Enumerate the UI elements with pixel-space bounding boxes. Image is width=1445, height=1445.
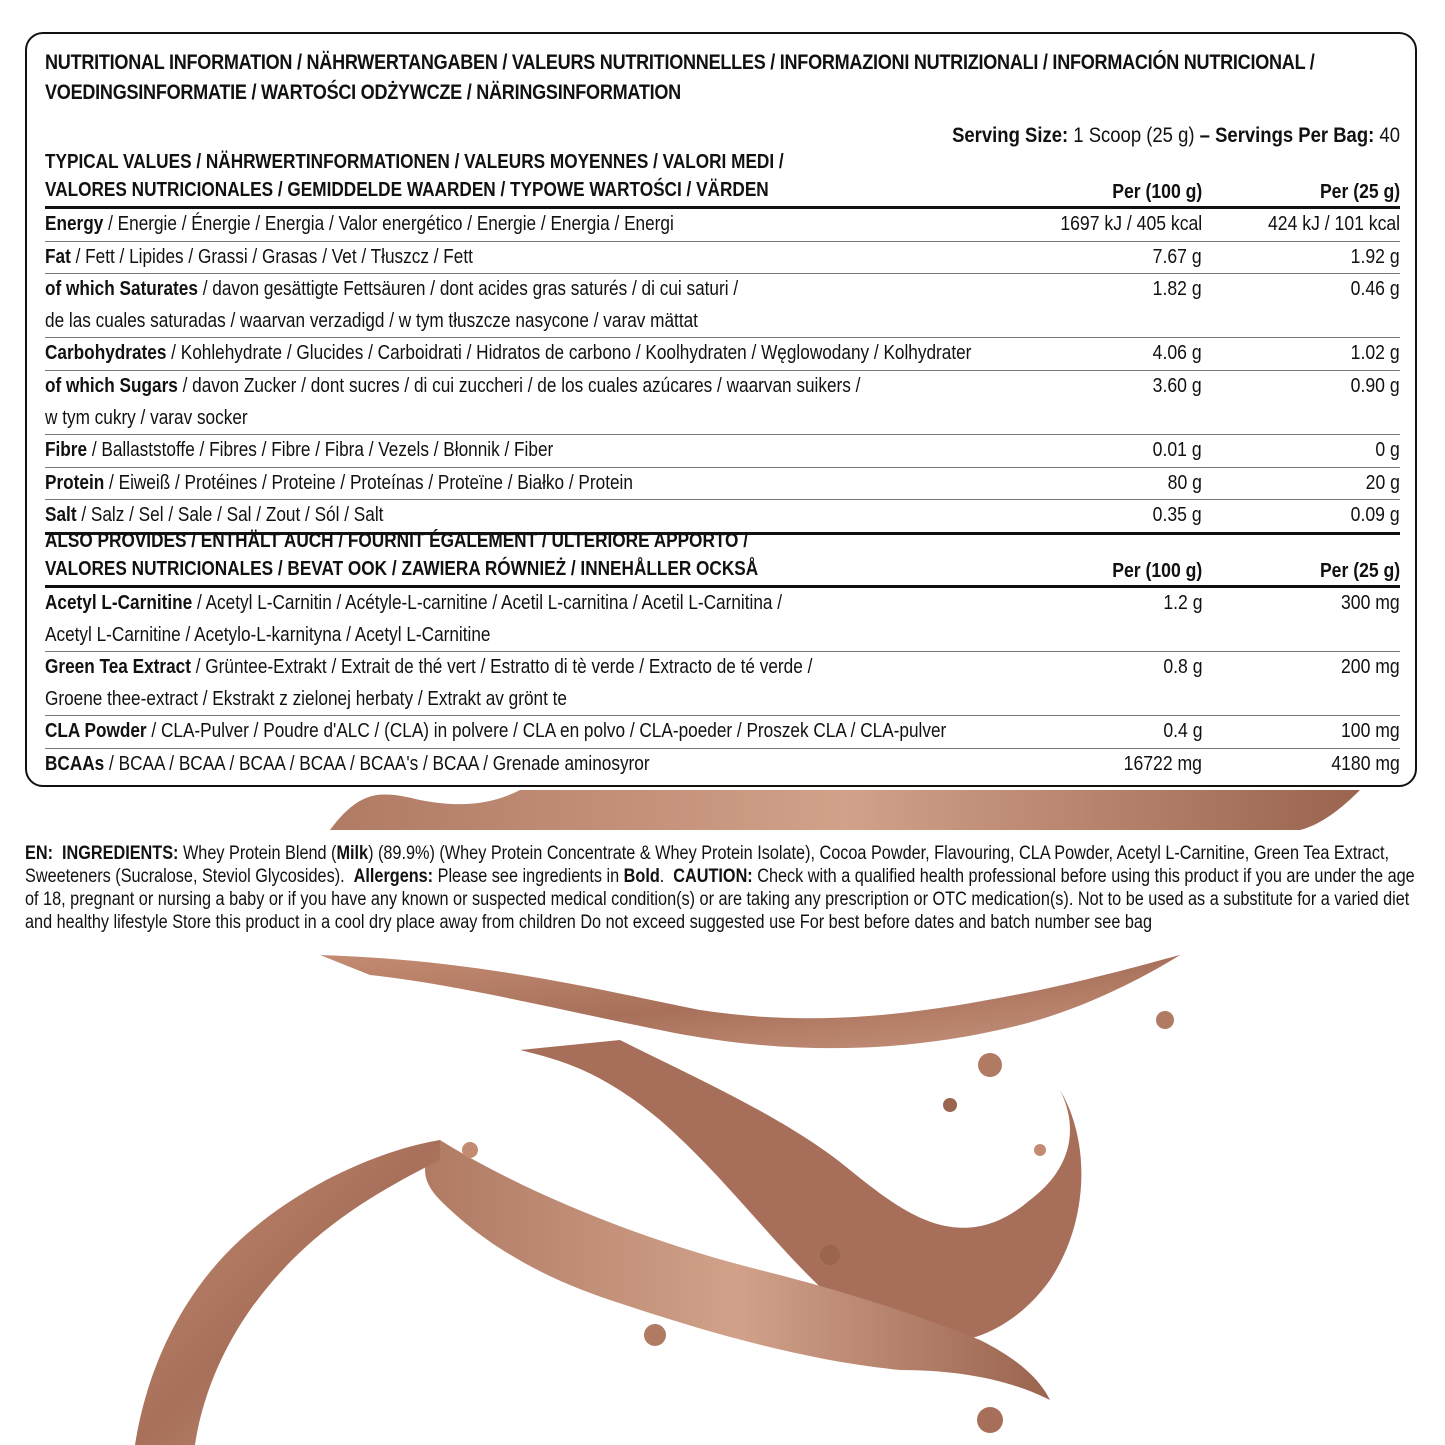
nutrient-translations: / Kohlehydrate / Glucides / Carboidrati / Hidratos de carbono / Koolhydraten / Węglowodany / Kolhydrater xyxy=(166,342,972,365)
nutrition-title: NUTRITIONAL INFORMATION / NÄHRWERTANGABEN / VALEURS NUTRITIONNELLES / INFORMAZIONI NUTRIZIONALI / INFORMACIÓN NUTRICIONAL / VOEDINGSINFORMATIE / WARTOŚCI ODŻYWCZE / NÄRINGSINFORMATION xyxy=(45,51,1315,104)
typical-values-table xyxy=(45,206,1400,535)
table-row xyxy=(45,435,1400,468)
value-per-100g: 0.4 g xyxy=(1162,720,1202,743)
also-provides-heading xyxy=(45,527,905,583)
nutrient-name: Acetyl L-Carnitine xyxy=(45,592,193,614)
table-row xyxy=(45,209,1400,242)
typical-heading-line-1: TYPICAL VALUES / NÄHRWERTINFORMATIONEN / VALEURS MOYENNES / VALORI MEDI / xyxy=(45,151,784,173)
value-per-25g: 300 mg xyxy=(1341,592,1400,614)
also-provides-header xyxy=(45,527,1400,585)
value-per-100g: 80 g xyxy=(1167,471,1202,494)
value-per-25g: 0.09 g xyxy=(1351,504,1400,527)
allergens-period: . xyxy=(659,866,665,887)
nutrient-translations: / CLA-Pulver / Poudre d'ALC / (CLA) in polvere / CLA en polvo / CLA-poeder / Proszek CLA / CLA-pulver xyxy=(146,720,947,743)
serving-size-label: Serving Size: xyxy=(952,124,1069,147)
bold-word: Bold xyxy=(623,866,660,887)
table-row xyxy=(45,274,1400,338)
value-per-25g: 4180 mg xyxy=(1331,752,1400,775)
value-per-25g: 100 mg xyxy=(1341,720,1400,743)
nutrient-name: CLA Powder xyxy=(45,720,147,743)
table-row xyxy=(45,749,1400,781)
value-per-100g: 3.60 g xyxy=(1153,374,1202,397)
value-per-25g: 424 kJ / 101 kcal xyxy=(1267,213,1400,235)
value-per-100g: 0.8 g xyxy=(1162,656,1202,679)
value-per-100g: 0.01 g xyxy=(1153,439,1202,462)
nutrient-translations: / davon Zucker / dont sucres / di cui zuccheri / de los cuales azúcares / waarvan suikers / xyxy=(177,374,861,397)
value-per-25g: 0.90 g xyxy=(1351,374,1400,397)
allergens-text: Please see ingredients in xyxy=(433,866,624,887)
col-per-100g: Per (100 g) xyxy=(1112,560,1202,582)
nutrient-name: Fat xyxy=(45,245,71,268)
value-per-25g: 20 g xyxy=(1365,471,1400,494)
typical-heading-line-2: VALORES NUTRICIONALES / GEMIDDELDE WAARDEN / TYPOWE WARTOŚCI / VÄRDEN xyxy=(45,179,769,201)
servings-per-bag-label: Servings Per Bag: xyxy=(1215,124,1375,147)
nutrient-translations: / davon gesättigte Fettsäuren / dont acides gras saturés / di cui saturi / xyxy=(197,278,739,301)
nutrient-name: BCAAs xyxy=(45,752,105,775)
nutrient-translations: / Acetyl L-Carnitin / Acétyle-L-carnitine / Acetil L-carnitina / Acetil L-Carnitina / xyxy=(192,592,783,614)
serving-separator: – xyxy=(1199,124,1210,147)
nutrient-translations-2: Acetyl L-Carnitine / Acetylo-L-karnityna / Acetyl L-Carnitine xyxy=(45,623,491,646)
ingredients-label: INGREDIENTS: xyxy=(62,843,179,864)
table-row xyxy=(45,716,1400,749)
col-per-25g: Per (25 g) xyxy=(1319,181,1400,203)
serving-size-value: 1 Scoop (25 g) xyxy=(1073,124,1195,147)
nutrient-translations-2: de las cuales saturadas / waarvan verzadigd / w tym tłuszcze nasycone / varav mättat xyxy=(45,309,698,332)
value-per-100g: 1697 kJ / 405 kcal xyxy=(1060,213,1202,235)
value-per-100g: 1.2 g xyxy=(1162,592,1202,614)
nutrient-translations: / Fett / Lipides / Grassi / Grasas / Vet / Tłuszcz / Fett xyxy=(70,245,473,268)
value-per-100g: 4.06 g xyxy=(1153,342,1202,365)
nutrient-translations-2: w tym cukry / varav socker xyxy=(45,406,248,429)
nutrition-label xyxy=(25,32,1417,787)
nutrient-translations: / Eiweiß / Protéines / Proteine / Proteínas / Proteïne / Białko / Protein xyxy=(104,471,633,494)
table-row xyxy=(45,652,1400,716)
nutrient-name: Carbohydrates xyxy=(45,342,167,365)
nutrient-translations: / BCAA / BCAA / BCAA / BCAA / BCAA's / BCAA / Grenade aminosyror xyxy=(104,752,650,775)
typical-values-heading xyxy=(45,148,905,204)
also-heading-line-1: ALSO PROVIDES / ENTHÄLT AUCH / FOURNIT ÉGALEMENT / ULTERIORE APPORTO / xyxy=(45,530,748,552)
nutrient-translations: / Energie / Énergie / Energia / Valor energético / Energie / Energia / Energi xyxy=(103,213,674,235)
nutrition-label-content xyxy=(45,48,1400,775)
value-per-100g: 1.82 g xyxy=(1153,278,1202,301)
nutrient-name: Energy xyxy=(45,213,104,235)
nutrient-name: Salt xyxy=(45,504,77,527)
typical-values-header xyxy=(45,148,1400,206)
value-per-100g: 16722 mg xyxy=(1123,752,1202,775)
value-per-100g: 0.35 g xyxy=(1153,504,1202,527)
caution-text: Check with a qualified health professional before using this product if you are under the age of 18, pregnant or nursing a baby or if you have any known or suspected medical condition(s) or are taking any prescription or OTC medication(s). Not to be used as a substitute for a varied diet and healthy lifestyle Store this product in a cool dry place away from children Do not exceed suggested use For best before dates and batch number see bag xyxy=(25,866,1415,933)
nutrient-name: Protein xyxy=(45,471,105,494)
value-per-100g: 7.67 g xyxy=(1153,245,1202,268)
ingredients-text-2: ) (89.9%) (Whey Protein Concentrate & Whey Protein Isolate), Cocoa Powder, Flavouring, CLA Powder, Acetyl L-Carnitine, Green Tea Extract, Sweeteners (Sucralose, Steviol Glycosides). xyxy=(25,843,1389,887)
nutrient-name: of which Sugars xyxy=(45,374,178,397)
allergen-milk: Milk xyxy=(336,843,369,864)
nutrient-translations: / Ballaststoffe / Fibres / Fibre / Fibra / Vezels / Błonnik / Fiber xyxy=(87,439,554,462)
table-row xyxy=(45,242,1400,275)
serving-info xyxy=(952,124,1400,148)
ingredients-text-1: Whey Protein Blend ( xyxy=(178,843,337,864)
allergens-label: Allergens: xyxy=(353,866,434,887)
nutrient-name: Fibre xyxy=(45,439,88,462)
nutrient-translations-2: Groene thee-extract / Ekstrakt z zielonej herbaty / Extrakt av grönt te xyxy=(45,687,567,710)
servings-per-bag-value: 40 xyxy=(1379,124,1400,147)
col-per-100g: Per (100 g) xyxy=(1112,181,1202,203)
nutrient-name: of which Saturates xyxy=(45,278,198,301)
value-per-25g: 0 g xyxy=(1375,439,1400,462)
language-label: EN: xyxy=(25,843,53,864)
value-per-25g: 1.02 g xyxy=(1351,342,1400,365)
table-row xyxy=(45,338,1400,371)
value-per-25g: 200 mg xyxy=(1341,656,1400,679)
value-per-25g: 1.92 g xyxy=(1351,245,1400,268)
also-provides-table xyxy=(45,585,1400,781)
nutrient-translations: / Grüntee-Extrakt / Extrait de thé vert / Estratto di tè verde / Extracto de té verde / xyxy=(190,656,813,679)
nutrient-translations: / Salz / Sel / Sale / Sal / Zout / Sól / Salt xyxy=(76,504,384,527)
nutrient-name: Green Tea Extract xyxy=(45,656,191,679)
table-row xyxy=(45,588,1400,652)
col-per-25g: Per (25 g) xyxy=(1319,560,1400,582)
value-per-25g: 0.46 g xyxy=(1351,278,1400,301)
table-row xyxy=(45,371,1400,435)
caution-label: CAUTION: xyxy=(673,866,753,887)
ingredients-text xyxy=(25,842,1420,934)
table-row xyxy=(45,468,1400,501)
also-heading-line-2: VALORES NUTRICIONALES / BEVAT OOK / ZAWIERA RÓWNIEŻ / INNEHÅLLER OCKSÅ xyxy=(45,558,759,580)
